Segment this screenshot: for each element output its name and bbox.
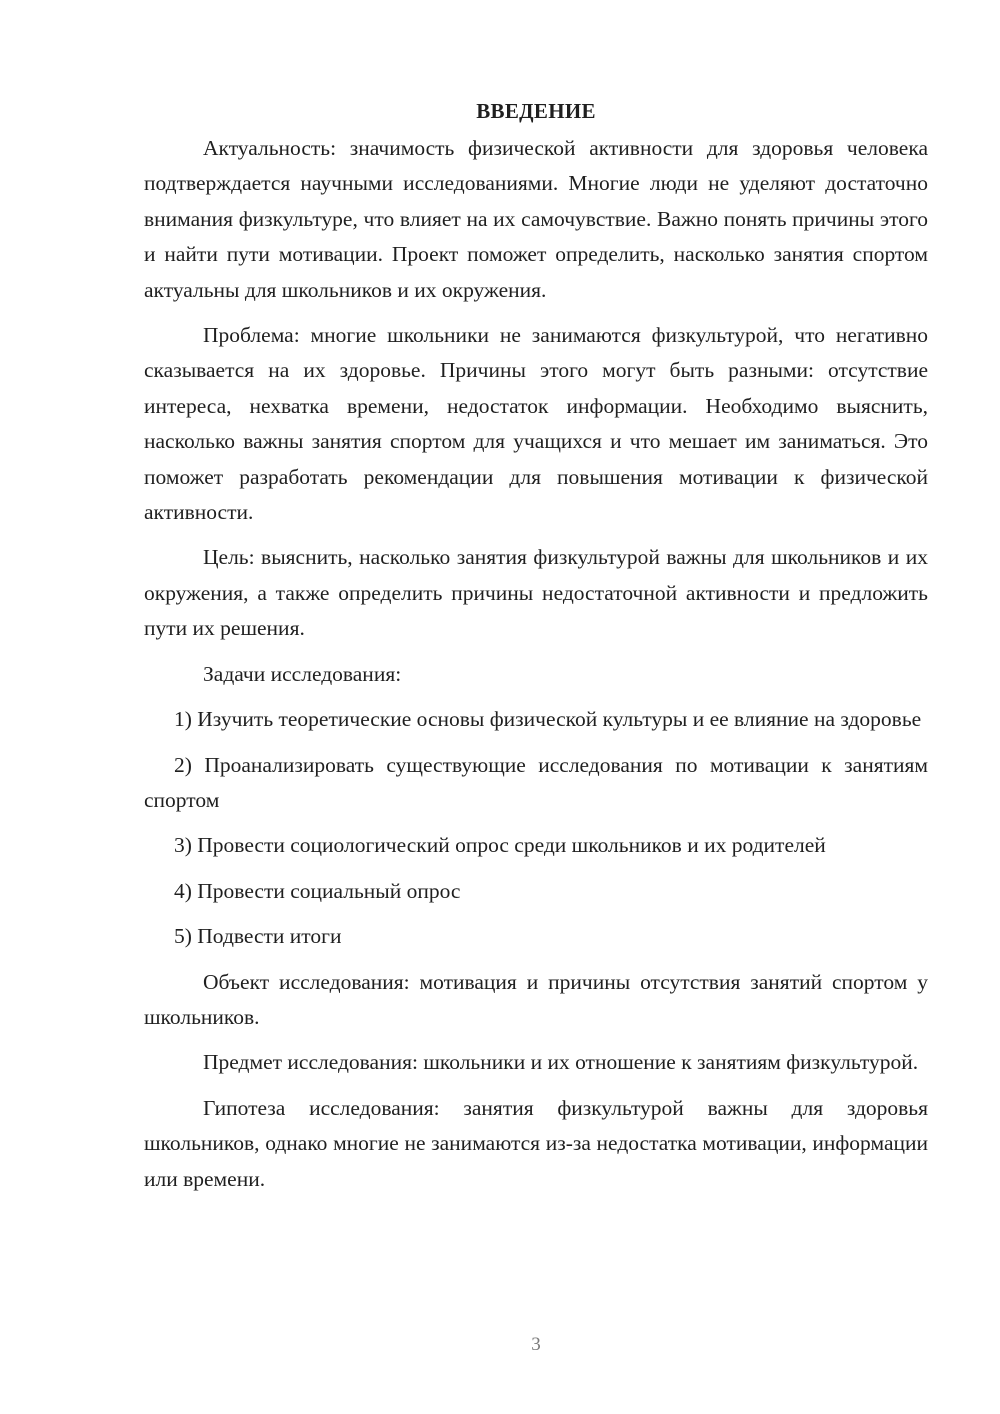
paragraph-subject: Предмет исследования: школьники и их отношение к занятиям физкультурой. <box>203 1050 919 1075</box>
task-item-2: 2) Проанализировать существующие исследования по мотивации к занятиям спортом <box>144 752 928 812</box>
tasks-heading: Задачи исследования: <box>203 661 402 686</box>
task-item-5: 5) Подвести итоги <box>174 924 342 949</box>
paragraph-relevance: Актуальность: значимость физической активности для здоровья человека подтверждается научными исследованиями. Многие люди не уделяют достаточно внимания физкультуре, что влияет на их самочувствие. Важно понять причины этого и найти пути мотивации. Проект поможет определить, насколько занятия спортом актуальны для школьников и их окружения. <box>144 136 928 302</box>
document-title: ВВЕДЕНИЕ <box>476 99 596 123</box>
task-item-3: 3) Провести социологический опрос среди школьников и их родителей <box>174 833 826 858</box>
task-item-1: 1) Изучить теоретические основы физической культуры и ее влияние на здоровье <box>174 707 922 732</box>
document-page <box>144 94 928 1207</box>
paragraph-goal: Цель: выяснить, насколько занятия физкультурой важны для школьников и их окружения, а также определить причины недостаточной активности и предложить пути их решения. <box>144 545 928 641</box>
paragraph-object: Объект исследования: мотивация и причины отсутствия занятий спортом у школьников. <box>144 969 928 1029</box>
task-item-4: 4) Провести социальный опрос <box>174 878 461 903</box>
page-number: 3 <box>531 1334 541 1355</box>
paragraph-problem: Проблема: многие школьники не занимаются физкультурой, что негативно сказывается на их здоровье. Причины этого могут быть разными: отсутствие интереса, нехватка времени, недостаток информации. Необходимо выяснить, насколько важны занятия спортом для учащихся и что мешает им заниматься. Это поможет разработать рекомендации для повышения мотивации к физической активности. <box>144 323 928 525</box>
paragraph-hypothesis: Гипотеза исследования: занятия физкультурой важны для здоровья школьников, однако многие не занимаются из-за недостатка мотивации, информации или времени. <box>144 1095 928 1191</box>
